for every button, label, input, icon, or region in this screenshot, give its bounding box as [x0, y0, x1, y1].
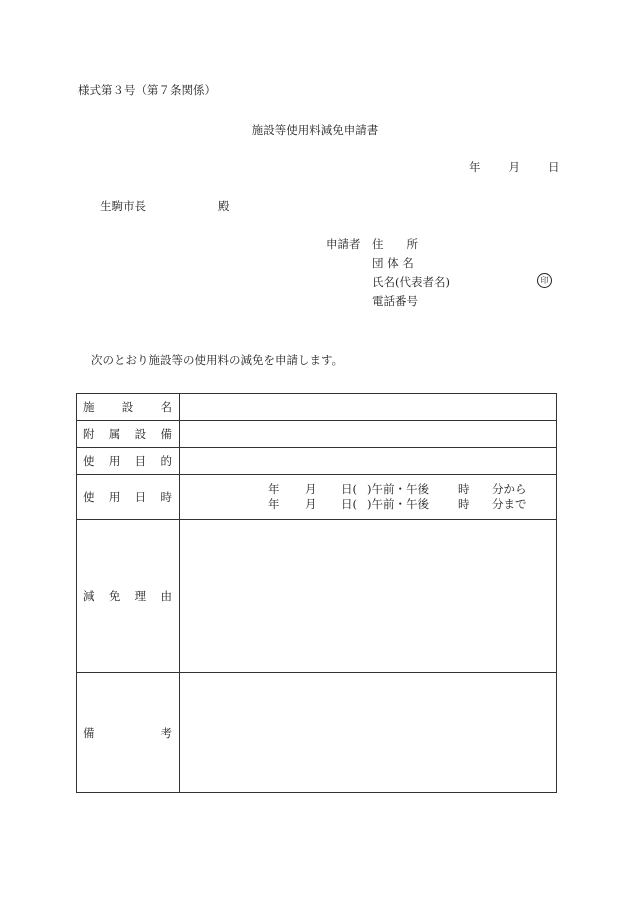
label-char: 施: [83, 400, 95, 414]
label-char: 設: [134, 427, 147, 441]
label-char: 理: [134, 589, 147, 603]
date-year: 年: [469, 160, 481, 174]
usage-datetime-field[interactable]: [180, 475, 557, 520]
application-table: [76, 393, 557, 793]
addressee: [100, 198, 230, 214]
label-char: 名: [160, 400, 172, 414]
table-row: [77, 421, 557, 448]
dt-day: 日(: [341, 497, 357, 511]
label-char: 備: [83, 725, 95, 740]
label-char: 日: [134, 490, 147, 504]
dt-minute: 分まで: [492, 497, 527, 511]
date-day: 日: [548, 160, 560, 174]
datetime-to: [180, 497, 556, 512]
label-char: 附: [83, 427, 95, 441]
label-char: 時: [160, 490, 172, 504]
table-row: [77, 394, 557, 421]
label-char: 使: [83, 454, 95, 468]
label-char: 備: [160, 427, 172, 441]
label-char: 的: [160, 454, 172, 468]
table-row: [77, 673, 557, 793]
label-char: 使: [83, 490, 95, 504]
dt-day: 日(: [341, 482, 357, 496]
table-row: [77, 520, 557, 673]
label-char: 設: [121, 400, 134, 414]
applicant-field-name: 氏名(代表者名): [372, 275, 450, 289]
label-char: 属: [108, 427, 121, 441]
dt-year: 年: [268, 482, 280, 496]
dt-hour: 時: [458, 497, 470, 511]
label-purpose: [77, 448, 180, 475]
table-row: [77, 475, 557, 520]
facility-name-field[interactable]: [180, 394, 557, 421]
applicant-label: 申請者: [326, 237, 361, 251]
label-reduction-reason: [77, 520, 180, 673]
date-line: [469, 159, 560, 175]
label-char: 目: [134, 454, 147, 468]
label-remarks: [77, 673, 180, 793]
applicant-field-address: 住 所: [372, 237, 418, 251]
addressee-name: 生駒市長: [100, 199, 146, 213]
label-attached-equipment: [77, 421, 180, 448]
label-char: 由: [160, 589, 172, 603]
addressee-honorific: 殿: [218, 199, 230, 213]
label-facility-name: [77, 394, 180, 421]
date-month: 月: [508, 160, 520, 174]
dt-ampm: )午前・午後: [367, 497, 429, 511]
label-char: 考: [160, 725, 172, 740]
dt-year: 年: [268, 497, 280, 511]
remarks-field[interactable]: [180, 673, 557, 793]
intro-text: 次のとおり施設等の使用料の減免を申請します。: [91, 353, 344, 367]
label-char: 免: [108, 589, 121, 603]
label-usage-datetime: [77, 475, 180, 520]
dt-month: 月: [305, 497, 317, 511]
reduction-reason-field[interactable]: [180, 520, 557, 673]
applicant-field-organization: 団 体 名: [372, 256, 414, 270]
purpose-field[interactable]: [180, 448, 557, 475]
attached-equipment-field[interactable]: [180, 421, 557, 448]
dt-month: 月: [305, 482, 317, 496]
page-title: 施設等使用料減免申請書: [251, 123, 379, 137]
label-char: 用: [108, 454, 121, 468]
seal-icon: 印: [537, 273, 552, 288]
label-char: 用: [108, 490, 121, 504]
form-number: 様式第３号（第７条関係）: [78, 83, 216, 97]
datetime-from: [180, 482, 556, 497]
label-char: 減: [83, 589, 95, 603]
dt-ampm: )午前・午後: [367, 482, 429, 496]
dt-hour: 時: [458, 482, 470, 496]
dt-minute: 分から: [492, 482, 527, 496]
applicant-field-phone: 電話番号: [372, 294, 418, 308]
table-row: [77, 448, 557, 475]
